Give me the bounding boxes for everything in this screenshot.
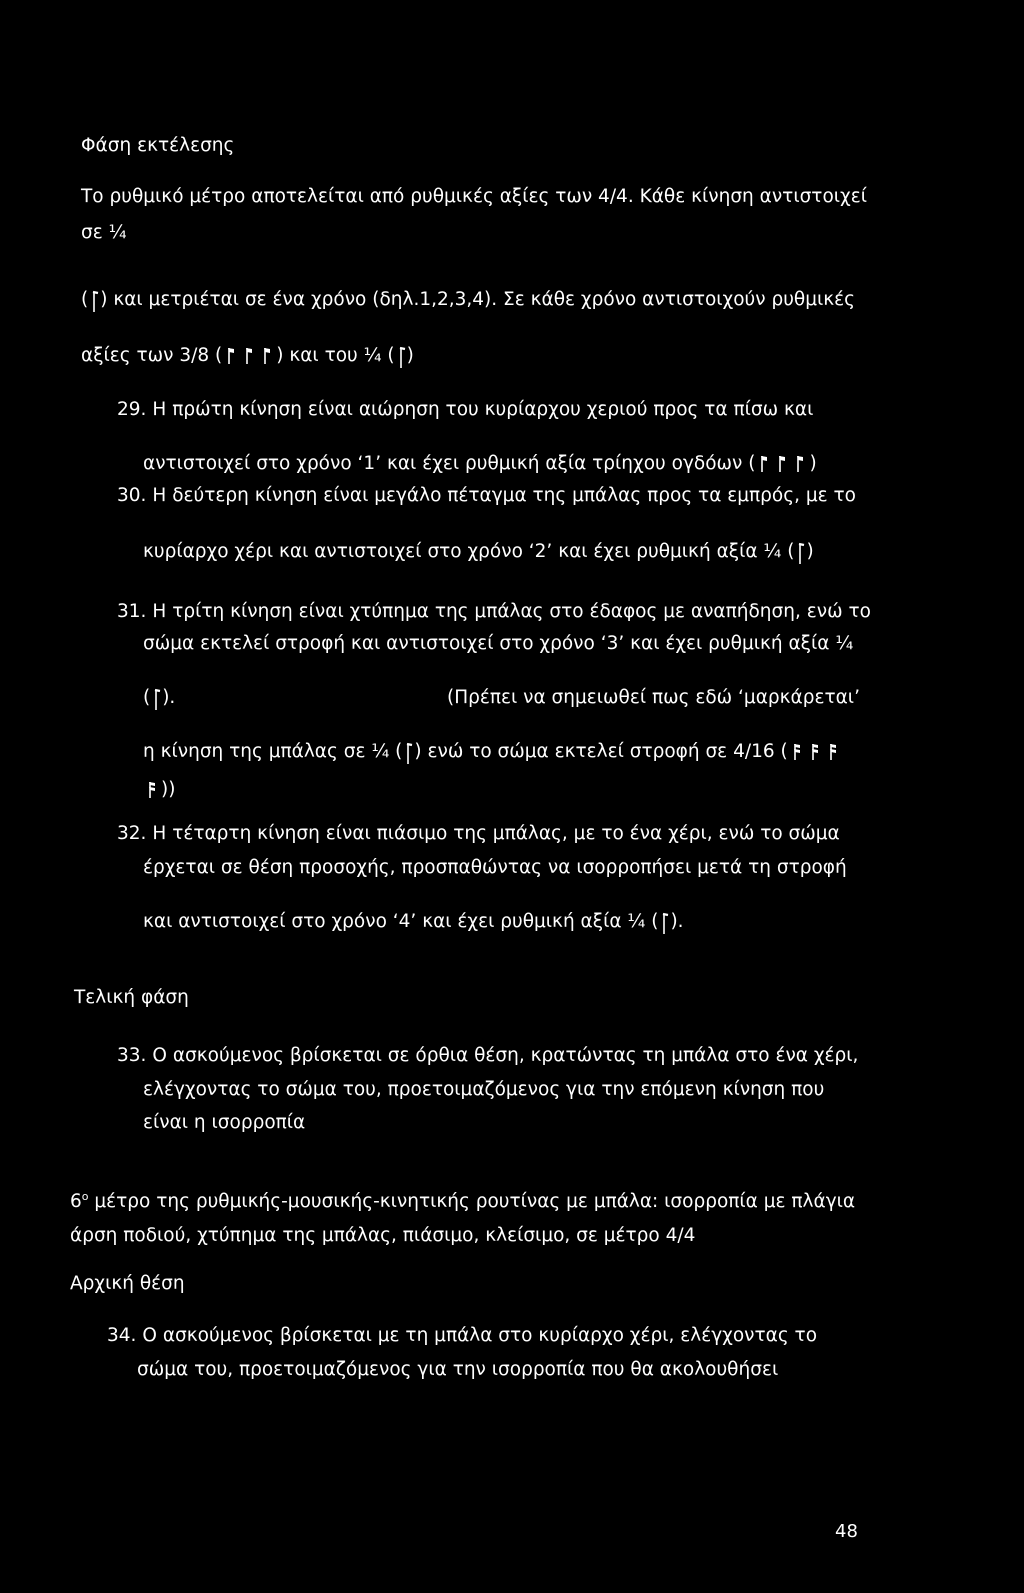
quarter-note-icon <box>403 742 413 764</box>
intro-line-4-b: ) και του ¼ ( <box>276 345 395 366</box>
eighth-note-icon <box>774 454 790 476</box>
measure-6-line-2: άρση ποδιού, χτύπημα της μπάλας, πιάσιμο, κλείσιμο, σε μέτρο 4/4 <box>70 1225 696 1246</box>
quarter-note-icon <box>151 688 161 710</box>
eighth-note-icon <box>792 454 808 476</box>
section-heading-start: Αρχική θέση <box>70 1273 185 1294</box>
list-item-text: η κίνηση της μπάλας σε ¼ ( <box>143 741 403 762</box>
list-item-34-line-2: σώμα του, προετοιμαζόμενος για την ισορροπία που θα ακολουθήσει <box>137 1359 779 1380</box>
quarter-note-icon <box>396 346 406 368</box>
list-item-29-line-2 <box>143 452 817 476</box>
list-item-text: Η πρώτη κίνηση είναι αιώρηση του κυρίαρχου χεριού προς τα πίσω και <box>152 399 814 420</box>
paren-close: ) <box>809 453 817 474</box>
list-item-34-line-1 <box>107 1324 817 1348</box>
ordinal-superscript: ο <box>81 1189 89 1203</box>
list-item-29-line-1 <box>117 398 813 422</box>
paren-close: ). <box>162 687 176 708</box>
section-heading-final: Τελική φάση <box>74 987 189 1008</box>
list-item-31-note: (Πρέπει να σημειωθεί πως εδώ ‘μαρκάρεται’ <box>447 687 860 708</box>
list-item-number: 34. <box>107 1325 137 1346</box>
list-item-text: Η δεύτερη κίνηση είναι μεγάλο πέταγμα της μπάλας προς τα εμπρός, με το <box>152 485 856 506</box>
list-item-31-line-1 <box>117 600 871 624</box>
list-item-number: 32. <box>117 823 147 844</box>
sixteenth-note-icon <box>144 780 160 802</box>
paren-close: ) <box>806 541 814 562</box>
intro-line-2: σε ¼ <box>81 222 127 243</box>
list-item-number: 30. <box>117 485 147 506</box>
list-item-33-line-1 <box>117 1044 858 1068</box>
list-item-30-line-1 <box>117 484 856 508</box>
list-item-33-line-2: ελέγχοντας το σώμα του, προετοιμαζόμενος για την επόμενη κίνηση που <box>143 1079 825 1100</box>
list-item-33-line-3: είναι η ισορροπία <box>143 1112 306 1133</box>
quarter-note-icon <box>795 542 805 564</box>
list-item-30-line-2 <box>143 540 814 564</box>
list-item-text: Ο ασκούμενος βρίσκεται σε όρθια θέση, κρατώντας τη μπάλα στο ένα χέρι, <box>152 1045 859 1066</box>
list-item-text: και αντιστοιχεί στο χρόνο ‘4’ και έχει ρυθμική αξία ¼ ( <box>143 911 659 932</box>
intro-line-3-text: ) και μετριέται σε ένα χρόνο (δηλ.1,2,3,4). Σε κάθε χρόνο αντιστοιχούν ρυθμικές <box>100 289 856 310</box>
sixteenth-note-icon <box>807 742 823 764</box>
list-item-32-line-3 <box>143 910 684 934</box>
list-item-32-line-2: έρχεται σε θέση προσοχής, προσπαθώντας να ισορροπήσει μετά τη στροφή <box>143 857 847 878</box>
intro-paren-open: ( <box>81 289 89 310</box>
list-item-text: Ο ασκούμενος βρίσκεται με τη μπάλα στο κυρίαρχο χέρι, ελέγχοντας το <box>142 1325 818 1346</box>
list-item-32-line-1 <box>117 822 840 846</box>
intro-line-4 <box>81 344 414 368</box>
intro-line-1: Το ρυθμικό μέτρο αποτελείται από ρυθμικές αξίες των 4/4. Κάθε κίνηση αντιστοιχεί <box>81 186 867 207</box>
sixteenth-note-icon <box>789 742 805 764</box>
list-item-number: 29. <box>117 399 147 420</box>
paren-close: )) <box>161 779 176 800</box>
list-item-text: κυρίαρχο χέρι και αντιστοιχεί στο χρόνο ‘2’ και έχει ρυθμική αξία ¼ ( <box>143 541 795 562</box>
paren-open: ( <box>143 687 151 708</box>
eighth-note-icon <box>223 346 239 368</box>
list-item-text: Η τρίτη κίνηση είναι χτύπημα της μπάλας στο έδαφος με αναπήδηση, ενώ το <box>152 601 871 622</box>
list-item-number: 33. <box>117 1045 147 1066</box>
eighth-note-icon <box>241 346 257 368</box>
list-item-text: αντιστοιχεί στο χρόνο ‘1’ και έχει ρυθμική αξία τρίηχου ογδόων ( <box>143 453 756 474</box>
intro-line-4-a: αξίες των 3/8 ( <box>81 345 223 366</box>
list-item-31-line-2: σώμα εκτελεί στροφή και αντιστοιχεί στο χρόνο ‘3’ και έχει ρυθμική αξία ¼ <box>143 633 854 654</box>
quarter-note-icon <box>89 290 99 312</box>
quarter-note-icon <box>659 912 669 934</box>
measure-number: 6 <box>70 1191 82 1212</box>
list-item-31-line-3 <box>143 686 175 710</box>
list-item-31-line-5 <box>143 778 175 802</box>
list-item-text: ) ενώ το σώμα εκτελεί στροφή σε 4/16 ( <box>414 741 788 762</box>
paren-close: ). <box>670 911 684 932</box>
intro-line-4-c: ) <box>406 345 414 366</box>
measure-6-line-1 <box>70 1190 855 1214</box>
list-item-31-line-4 <box>143 740 842 764</box>
list-item-number: 31. <box>117 601 147 622</box>
section-heading-execution: Φάση εκτέλεσης <box>81 135 235 156</box>
list-item-text: Η τέταρτη κίνηση είναι πιάσιμο της μπάλας, με το ένα χέρι, ενώ το σώμα <box>152 823 840 844</box>
sixteenth-note-icon <box>825 742 841 764</box>
eighth-note-icon <box>756 454 772 476</box>
page-number: 48 <box>835 1521 858 1542</box>
intro-line-3 <box>81 288 855 312</box>
measure-text: μέτρο της ρυθμικής-μουσικής-κινητικής ρουτίνας με μπάλα: ισορροπία με πλάγια <box>88 1191 856 1212</box>
eighth-note-icon <box>259 346 275 368</box>
